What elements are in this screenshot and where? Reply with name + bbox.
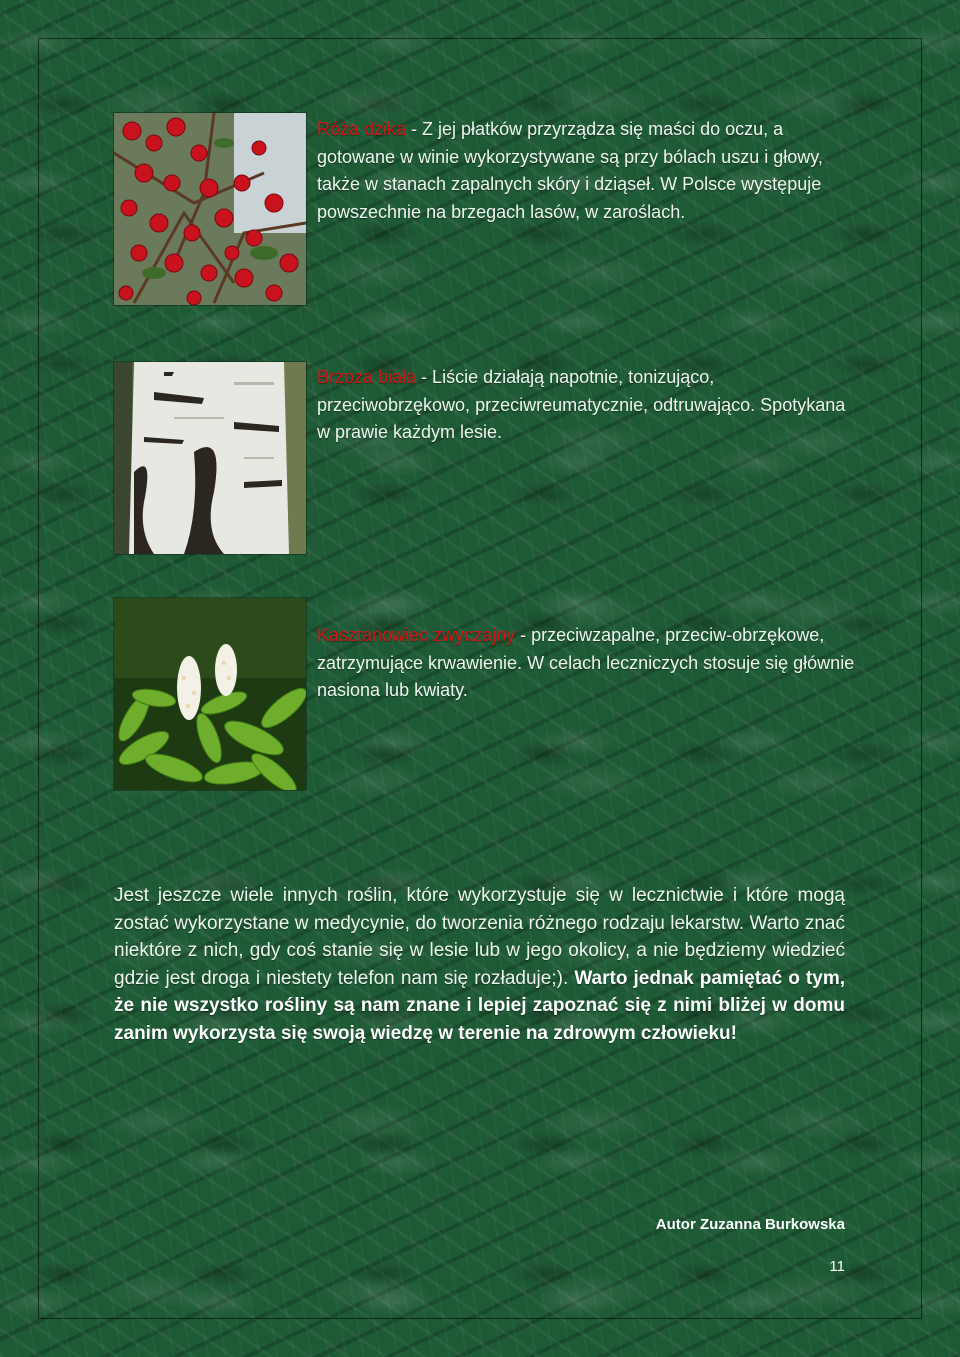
plant-desc-white-birch: - Liście działają napotnie, tonizująco, przeciwobrzękowo, przeciwreumatycznie, odtruwająco. Spotykana w prawie każdym lesie. [317, 367, 846, 442]
summary-paragraph [114, 882, 845, 1047]
horse-chestnut-photo [114, 598, 306, 790]
wild-rose-description [317, 116, 857, 226]
plant-name-white-birch: Brzoza biała [317, 367, 417, 387]
author-credit: Autor Zuzanna Burkowska [655, 1216, 845, 1233]
summary-bold-text: Warto jednak pamiętać o tym, że nie wszystko rośliny są nam znane i lepiej zapoznać się z nimi bliżej w domu zanim wykorzysta się swoją wiedzę w terenie na zdrowym człowieku! [114, 967, 845, 1044]
horse-chestnut-description [317, 622, 857, 705]
plant-desc-horse-chestnut: - przeciwzapalne, przeciw-obrzękowe, zatrzymujące krwawienie. W celach leczniczych stosuje się głównie nasiona lub kwiaty. [317, 625, 855, 700]
white-birch-photo [114, 362, 306, 554]
plant-name-wild-rose: Róża dzika [317, 119, 407, 139]
white-birch-description [317, 364, 857, 447]
page-number: 11 [829, 1258, 845, 1275]
wild-rose-photo [114, 113, 306, 305]
plant-desc-wild-rose: - Z jej płatków przyrządza się maści do oczu, a gotowane w winie wykorzystywane są przy bólach uszu i głowy, także w stanach zapalnych skóry i dziąseł. W Polsce występuje powszechnie na brzegach lasów, w zaroślach. [317, 119, 823, 222]
plant-name-horse-chestnut: Kasztanowiec zwyczajny [317, 625, 516, 645]
summary-normal-text: Jest jeszcze wiele innych roślin, które wykorzystuje się w lecznictwie i które mogą zostać wykorzystane w medycynie, do tworzenia różnego rodzaju lekarstw. Warto znać niektóre z nich, gdy coś stanie się w lesie lub w jego okolicy, a nie będziemy wiedzieć gdzie jest droga i niestety telefon nam się rozładuje;). [114, 885, 845, 989]
